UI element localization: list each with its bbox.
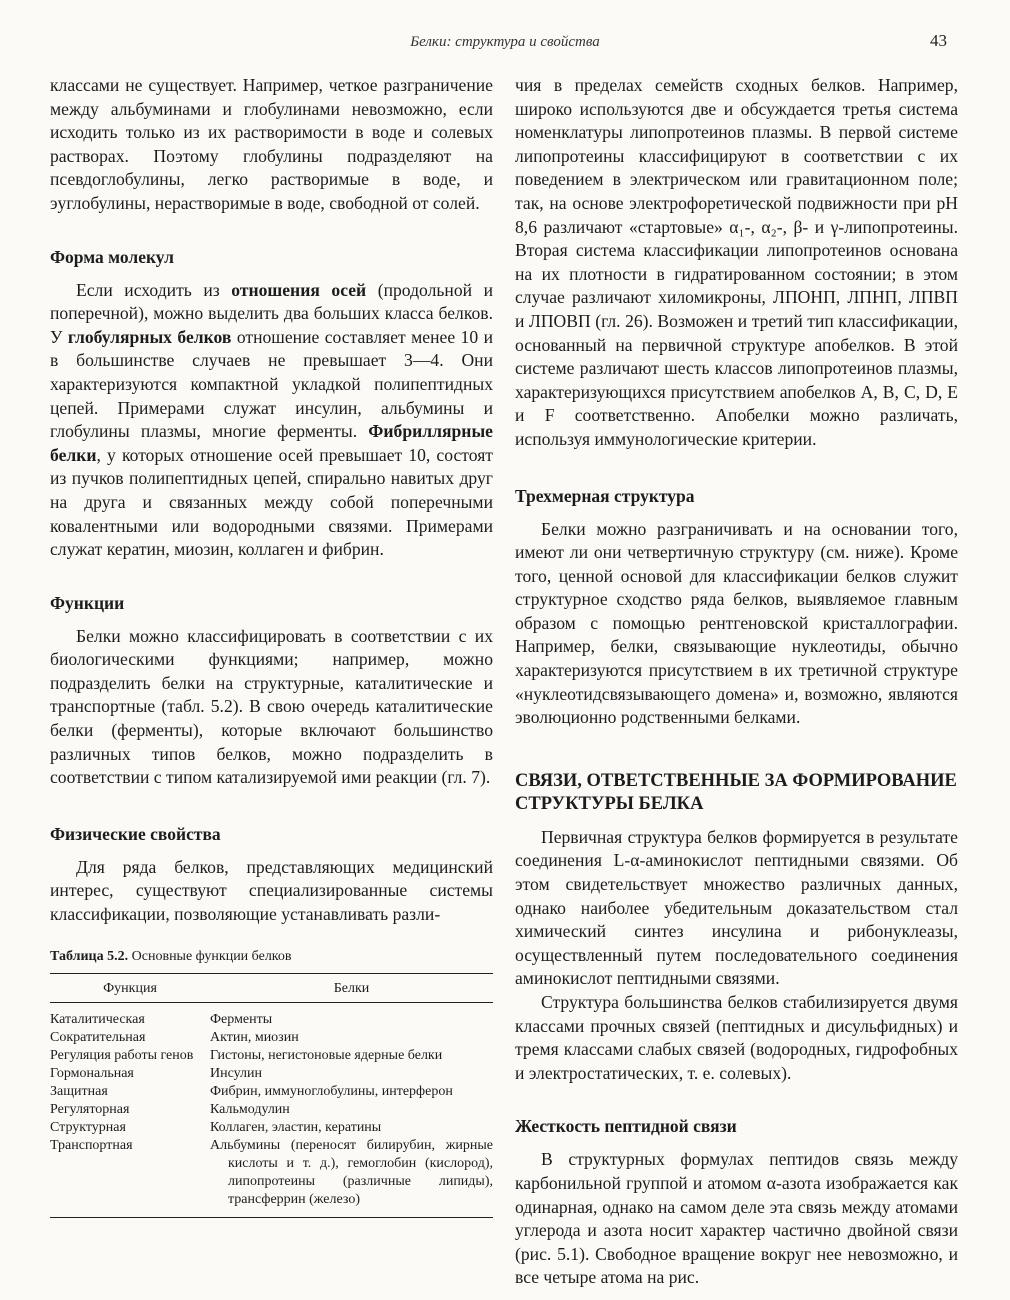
column-header-proteins: Белки [210,973,493,1002]
cell-text: Транспортная [50,1137,133,1153]
table-row [50,1065,493,1083]
cell-proteins [210,1137,493,1218]
cell-proteins [210,1065,493,1083]
heading-physical-properties: Физические свойства [50,823,221,844]
heading-molecule-shape: Форма молекул [50,246,174,267]
table-caption [50,949,493,965]
running-head: Белки: структура и свойства [410,34,600,50]
text-span: Если исходить из [76,279,232,300]
cell-text: Инсулин [210,1065,262,1081]
term-globular-proteins: глобулярных белков [67,326,232,347]
table-row [50,1101,493,1119]
paragraph-functions: Белки можно классифицировать в соответствии с их биологическими функциями; например, можно подразделить белки на структурные, каталитические и транспортные (табл. 5.2). В свою очередь каталитические белки (ферменты), которые включают большинство различных типов белков, можно подразделить в соответствии с типом катализируемой ими реакции (гл. 7). [50,625,493,788]
cell-text: Ферменты [210,1011,273,1027]
cell-text: Каталитическая [50,1011,145,1027]
paragraph-continuation: классами не существует. Например, четкое разграничение между альбуминами и глобулинами невозможно, если исходить только из их растворимости в воде и солевых растворах. Поэтому глобулины подразделяют на псевдоглобулины, легко растворимые в воде, и эуглобулины, нерастворимые в воде, свободной от солей. [50,75,493,213]
cell-function [50,1137,210,1218]
cell-text: Гистоны, негистоновые ядерные белки [210,1047,443,1063]
paragraph-molecule-shape [50,279,493,562]
cell-function [50,1002,210,1029]
table-row [50,1083,493,1101]
heading-tertiary-structure: Трехмерная структура [515,485,695,506]
cell-text: Кальмодулин [210,1101,290,1117]
paragraph-stabilizing-bonds: Структура большинства белков стабилизируется двумя классами прочных связей (пептидных и дисульфидных) и тремя классами слабых связей (водородных, гидрофобных и электростатических, т. е. солевых). [515,992,958,1083]
heading-structure-bonds: СВЯЗИ, ОТВЕТСТВЕННЫЕ ЗА ФОРМИРОВАНИЕ СТРУКТУРЫ БЕЛКА [515,770,957,814]
cell-function [50,1101,210,1119]
table-header-row [50,973,493,1002]
table-row [50,1047,493,1065]
paragraph-primary-structure: Первичная структура белков формируется в результате соединения L-α-аминокислот пептидными связями. Об этом свидетельствует множество различных данных, однако наиболее убедительным доказательством стал химический синтез инсулина и рибонуклеазы, осуществленный путем последовательного соединения аминокислот пептидными связями. [515,826,958,989]
cell-text: Регуляция работы генов [50,1047,194,1063]
cell-proteins [210,1101,493,1119]
table-row [50,1137,493,1218]
term-axis-ratio: отношения осей [231,279,367,300]
table-label: Таблица 5.2. [50,948,129,964]
cell-text: Структурная [50,1119,126,1135]
cell-text: Регуляторная [50,1101,130,1117]
heading-peptide-bond-rigidity: Жесткость пептидной связи [515,1116,737,1137]
cell-function [50,1047,210,1065]
cell-text: Коллаген, эластин, кератины [210,1119,382,1135]
page-number: 43 [930,31,947,50]
cell-proteins [210,1002,493,1029]
cell-proteins [210,1083,493,1101]
cell-text: Альбумины (переносят билирубин, жирные кислоты и т. д.), гемоглобин (кислород), липопротеины (различные липиды), трансферрин (железо) [210,1137,493,1207]
term-fibrillar-proteins: Фибриллярные белки [50,421,493,465]
cell-proteins [210,1029,493,1047]
right-column [515,74,958,1290]
table-row [50,1029,493,1047]
table-title: Основные функции белков [128,948,292,964]
table-row [50,1119,493,1137]
cell-text: Защитная [50,1083,108,1099]
cell-text: Сократительная [50,1029,146,1045]
paragraph-tertiary-structure: Белки можно разграничивать и на основании того, имеют ли они четвертичную структуру (см. ниже). Кроме того, ценной основой для классификации белков служит структурное сходство ряда белков, выявляемое главным образом с помощью рентгеновской кристаллографии. Например, белки, связывающие нуклеотиды, обычно характеризуются присутствием в их третичной структуре «нуклеотидсвязывающего домена» и, возможно, являются эволюционно родственными белками. [515,518,958,728]
cell-text: Фибрин, иммуноглобулины, интерферон [210,1083,453,1099]
paragraph-peptide-bond-rigidity: В структурных формулах пептидов связь между карбонильной группой и атомом α-азота изображается как одинарная, однако на самом деле эта связь между атомами углерода и азота носит характер частично двойной связи (рис. 5.1). Свободное вращение вокруг нее невозможно, и все четыре атома на рис. [515,1149,958,1288]
table-protein-functions [50,973,493,1218]
cell-proteins [210,1047,493,1065]
text-span: , у которых отношение осей превышает 10, состоят из пучков полипептидных цепей, спирально навитых друг на друга и связанных между собой поперечными ковалентными или водородными связями. Примерами служат кератин, миозин, коллаген и фибрин. [50,444,493,560]
text-span: отношение составляет менее 10 и в большинстве случаев не превышает 3—4. Они характеризуются компактной укладкой полипептидных цепей. Примерами служат инсулин, альбумины и глобулины плазмы, многие ферменты. [50,326,493,442]
cell-function [50,1083,210,1101]
cell-proteins [210,1119,493,1137]
cell-function [50,1065,210,1083]
cell-function [50,1119,210,1137]
cell-function [50,1029,210,1047]
column-header-function: Функция [50,973,210,1002]
cell-text: Гормональная [50,1065,134,1081]
heading-functions: Функции [50,592,125,613]
paragraph-physical-properties: Для ряда белков, представляющих медицинский интерес, существуют специализированные системы классификации, позволяющие устанавливать разли- [50,856,493,925]
paragraph-lipoproteins: чия в пределах семейств сходных белков. Например, широко используются две и обсуждается третья система номенклатуры липопротеинов плазмы. В первой системе липопротеины классифицируют в соответствии с их поведением в электрическом или гравитационном поле; так, на основе электрофоретической подвижности при pH 8,6 различают «стартовые» α₁-, α₂-, β- и γ-липопротеины. Вторая система классификации липопротеинов основана на их плотности в гидратированном состоянии; в этом случае различают хиломикроны, ЛПОНП, ЛПНП, ЛПВП и ЛПОВП (гл. 26). Возможен и третий тип классификации, основанный на первичной структуре апобелков. В этой системе различают шесть классов липопротеинов плазмы, характеризующихся присутствием апобелков A, B, C, D, E и F соответственно. Апобелки можно различать, используя иммунологические критерии. [515,75,958,449]
left-column [50,74,493,1218]
text-span: (продольной и поперечной), можно выделить два больших класса белков. У [50,279,493,347]
cell-text: Актин, миозин [210,1029,299,1045]
table-row [50,1002,493,1029]
